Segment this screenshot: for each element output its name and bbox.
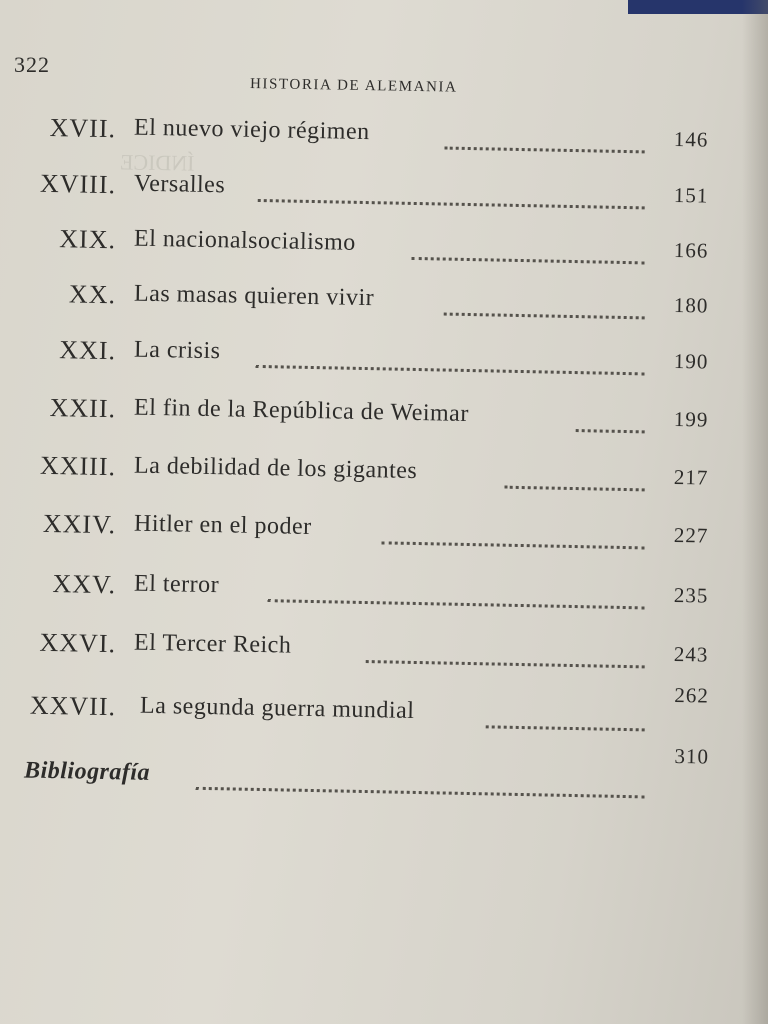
chapter-page: 190 <box>673 348 709 374</box>
chapter-title: La segunda guerra mundial <box>139 692 415 724</box>
toc-entry <box>0 278 760 327</box>
chapter-page: 180 <box>673 292 709 318</box>
chapter-number: XXVII. <box>29 690 117 722</box>
toc-entry <box>0 392 760 441</box>
chapter-page: 217 <box>673 464 709 490</box>
chapter-number: XXII. <box>49 392 117 424</box>
dot-leader <box>505 466 645 492</box>
chapter-number: XXIV. <box>42 508 117 540</box>
chapter-title: El nacionalsocialismo <box>133 225 357 256</box>
show-through-text: ÍNDICE <box>119 149 195 176</box>
chapter-title: El Tercer Reich <box>133 629 292 659</box>
chapter-number: XXIII. <box>39 450 117 482</box>
chapter-page: 235 <box>673 582 709 608</box>
running-head: HISTORIA DE ALEMANIA <box>249 76 458 96</box>
dot-leader <box>366 640 645 668</box>
chapter-page: 146 <box>673 126 709 152</box>
bibliography-page: 310 <box>674 743 710 769</box>
chapter-number: XVIII. <box>39 168 117 200</box>
dot-leader <box>258 179 645 209</box>
chapter-title: El fin de la República de Weimar <box>133 394 470 427</box>
toc-entry <box>0 450 760 499</box>
chapter-title: El nuevo viejo régimen <box>133 114 370 146</box>
toc-entry <box>0 627 760 676</box>
dot-leader <box>576 409 645 433</box>
dot-leader <box>268 579 645 609</box>
dot-leader <box>445 127 645 154</box>
toc-entry <box>0 112 760 161</box>
dot-leader <box>412 237 645 264</box>
toc-entry <box>0 168 760 217</box>
chapter-page: 199 <box>673 406 709 432</box>
chapter-title: El terror <box>133 570 220 599</box>
dot-leader <box>196 767 645 799</box>
page-number: 322 <box>14 52 50 77</box>
dot-leader <box>444 293 645 320</box>
chapter-number: XX. <box>68 279 117 310</box>
chapter-page: 262 <box>674 682 710 708</box>
bibliography-title: Bibliografía <box>23 757 151 786</box>
chapter-page: 243 <box>673 641 709 667</box>
chapter-title: Las masas quieren vivir <box>133 280 375 312</box>
chapter-title: La debilidad de los gigantes <box>133 452 418 485</box>
chapter-number: XXI. <box>59 335 117 366</box>
toc-entry <box>0 682 760 739</box>
toc-entry <box>0 508 760 557</box>
chapter-number: XXVI. <box>39 627 117 659</box>
chapter-title: Hitler en el poder <box>133 510 312 540</box>
chapter-number: XXV. <box>52 569 117 600</box>
chapter-number: XIX. <box>59 224 117 255</box>
dot-leader <box>382 521 645 549</box>
chapter-page: 166 <box>673 237 709 263</box>
toc-entry-bibliography <box>0 743 760 806</box>
dot-leader <box>486 705 645 731</box>
chapter-title: La crisis <box>133 336 221 365</box>
chapter-page: 227 <box>673 522 709 548</box>
chapter-title: Versalles <box>133 170 226 199</box>
toc-entry <box>0 334 760 383</box>
dot-leader <box>256 345 645 375</box>
chapter-number: XVII. <box>49 112 117 144</box>
chapter-page: 151 <box>673 182 709 208</box>
toc-entry <box>0 223 760 272</box>
toc-entry <box>0 568 760 617</box>
